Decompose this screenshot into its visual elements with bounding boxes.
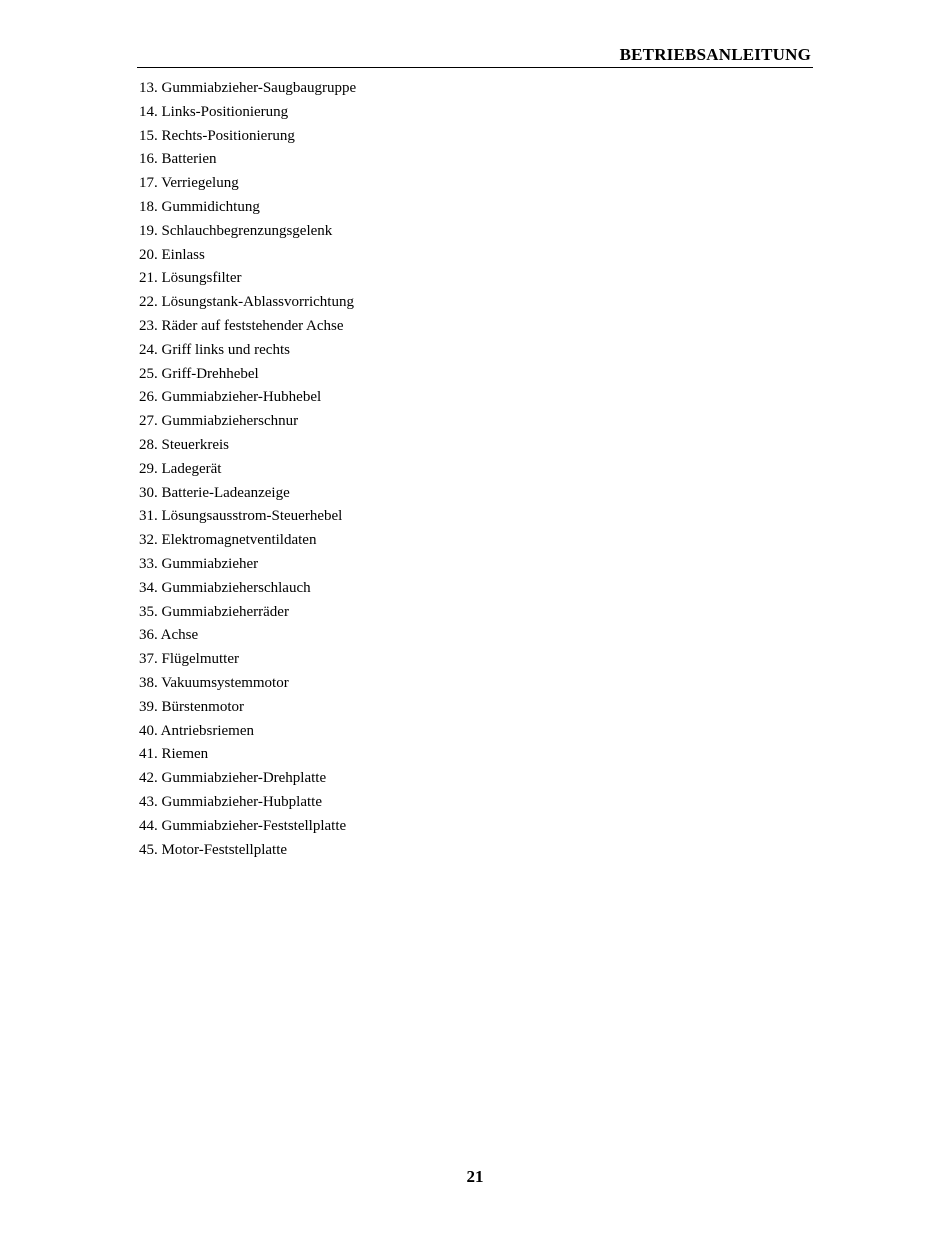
list-item: 23. Räder auf feststehender Achse (139, 317, 344, 334)
list-item: 29. Ladegerät (139, 460, 222, 477)
list-item: 32. Elektromagnetventildaten (139, 532, 317, 549)
list-item: 30. Batterie-Ladeanzeige (139, 484, 290, 501)
list-item: 34. Gummiabzieherschlauch (139, 579, 311, 596)
list-item: 44. Gummiabzieher-Feststellplatte (139, 817, 347, 834)
list-item: 42. Gummiabzieher-Drehplatte (139, 770, 327, 787)
list-item: 13. Gummiabzieher-Saugbaugruppe (139, 80, 357, 96)
list-item: 15. Rechts-Positionierung (139, 127, 295, 144)
list-item: 18. Gummidichtung (139, 198, 260, 215)
parts-list (139, 77, 356, 862)
document-title: BETRIEBSANLEITUNG (619, 45, 811, 64)
list-item: 36. Achse (139, 627, 199, 644)
list-item: 33. Gummiabzieher (139, 555, 259, 572)
list-item: 37. Flügelmutter (139, 651, 239, 668)
list-item: 21. Lösungsfilter (139, 270, 242, 287)
list-item: 35. Gummiabzieherräder (139, 603, 289, 620)
list-item: 26. Gummiabzieher-Hubhebel (139, 389, 322, 406)
list-item: 40. Antriebsriemen (139, 722, 254, 739)
list-item: 19. Schlauchbegrenzungsgelenk (139, 222, 333, 239)
list-item: 16. Batterien (139, 151, 217, 168)
list-item: 24. Griff links und rechts (139, 341, 290, 358)
page-header (137, 44, 813, 68)
list-item: 28. Steuerkreis (139, 436, 229, 453)
list-item: 20. Einlass (139, 246, 205, 263)
list-item: 38. Vakuumsystemmotor (139, 674, 289, 691)
page-number: 21 (466, 1167, 484, 1186)
list-item: 43. Gummiabzieher-Hubplatte (139, 793, 322, 810)
list-item: 31. Lösungsausstrom-Steuerhebel (139, 508, 343, 525)
list-item: 27. Gummiabzieherschnur (139, 413, 299, 430)
list-item: 39. Bürstenmotor (139, 698, 244, 715)
list-item: 14. Links-Positionierung (139, 103, 289, 120)
list-item: 45. Motor-Feststellplatte (139, 841, 288, 858)
list-item: 17. Verriegelung (139, 175, 239, 192)
list-item: 25. Griff-Drehhebel (139, 365, 259, 382)
list-item: 22. Lösungstank-Ablassvorrichtung (139, 294, 354, 311)
list-item: 41. Riemen (139, 746, 209, 763)
